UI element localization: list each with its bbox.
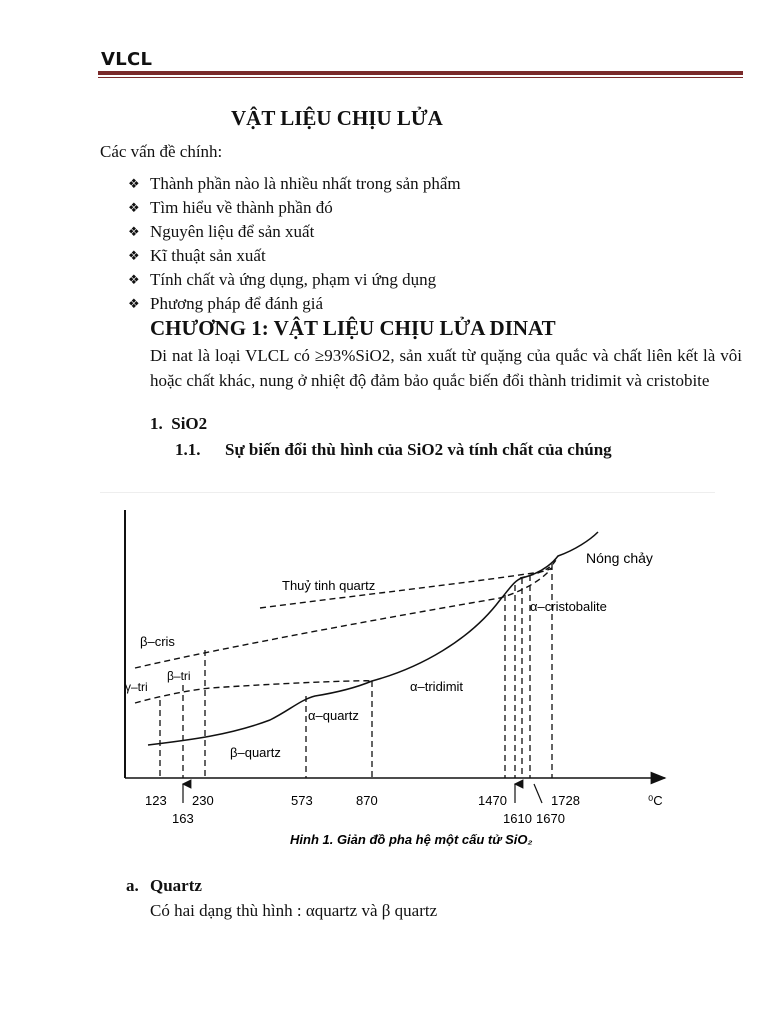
header-rule — [98, 71, 743, 75]
header-rule-thin — [98, 77, 743, 78]
label-a-quartz: α–quartz — [308, 708, 359, 723]
header-title: VLCL — [101, 49, 153, 70]
label-a-tridimit: α–tridimit — [410, 679, 464, 694]
label-b-quartz: β–quartz — [230, 745, 281, 760]
arrow-1670 — [534, 784, 542, 803]
list-item: ❖ Tính chất và ứng dụng, phạm vi ứng dụng — [128, 268, 461, 292]
list-item: ❖ Phương pháp để đánh giá — [128, 292, 461, 316]
tick-230: 230 — [192, 793, 214, 808]
list-item: ❖ Nguyên liệu để sản xuất — [128, 220, 461, 244]
tick-163: 163 — [172, 811, 194, 826]
diamond-bullet-icon: ❖ — [128, 272, 140, 287]
tick-870: 870 — [356, 793, 378, 808]
diamond-bullet-icon: ❖ — [128, 200, 140, 215]
label-melt: Nóng chảy — [586, 550, 653, 566]
diamond-bullet-icon: ❖ — [128, 248, 140, 263]
tick-1728: 1728 — [551, 793, 580, 808]
divider — [100, 492, 715, 493]
label-a-cristobalite: α–cristobalite — [530, 599, 607, 614]
quartz-text: Có hai dạng thù hình : αquartz và β quartz — [150, 901, 438, 920]
document-title: VẬT LIỆU CHỊU LỬA — [231, 106, 443, 130]
chapter-heading: CHƯƠNG 1: VẬT LIỆU CHỊU LỬA DINAT — [150, 316, 556, 340]
phase-diagram — [100, 500, 680, 850]
tick-1670: 1670 — [536, 811, 565, 826]
subsection-heading: 1.1. Sự biến đổi thù hình của SiO2 và tính chất của chúng — [175, 440, 612, 459]
body-paragraph: Di nat là loại VLCL có ≥93%SiO2, sản xuất từ quặng của quắc và chất liên kết là vôi hoặc chất khác, nung ở nhiệt độ đảm bảo quắc biến đổi thành tridimit và cristobite — [150, 346, 742, 390]
list-item: ❖ Thành phần nào là nhiều nhất trong sản phẩm — [128, 172, 461, 196]
label-b-tri: β–tri — [167, 669, 191, 683]
intro-text: Các vấn đề chính: — [100, 142, 223, 161]
subsection-quartz-heading: a. Quartz — [126, 876, 202, 895]
x-unit: ⁰C — [648, 793, 663, 808]
list-item: ❖ Tìm hiểu về thành phần đó — [128, 196, 461, 220]
label-glass: Thuỷ tinh quartz — [282, 578, 376, 593]
label-y-tri: γ–tri — [125, 680, 148, 694]
diamond-bullet-icon: ❖ — [128, 176, 140, 191]
label-b-cris: β–cris — [140, 634, 175, 649]
list-item: ❖ Kĩ thuật sản xuất — [128, 244, 461, 268]
diamond-bullet-icon: ❖ — [128, 296, 140, 311]
bullet-list — [128, 172, 461, 316]
figure-caption: Hinh 1. Giản đồ pha hệ một cấu tử SiO₂ — [290, 832, 533, 847]
tick-573: 573 — [291, 793, 313, 808]
section-heading: 1. SiO2 — [150, 414, 208, 433]
tick-1470: 1470 — [478, 793, 507, 808]
diamond-bullet-icon: ❖ — [128, 224, 140, 239]
tick-1610: 1610 — [503, 811, 532, 826]
tick-123: 123 — [145, 793, 167, 808]
